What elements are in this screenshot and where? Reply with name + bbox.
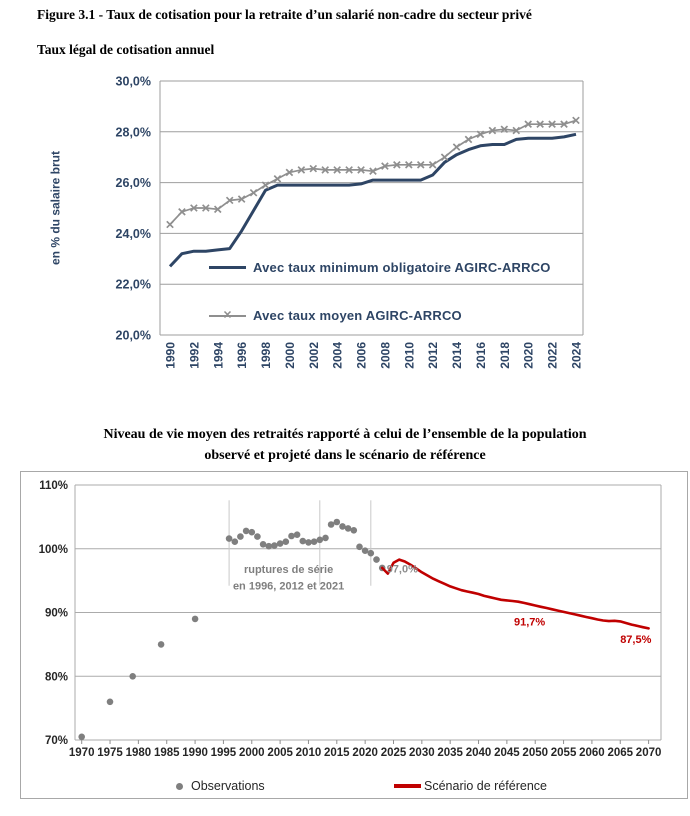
x-marker bbox=[561, 121, 567, 127]
figure1-legend-label-taux-minimum: Avec taux minimum obligatoire AGIRC-ARRCO bbox=[253, 260, 551, 275]
figure2-xtick-label: 2010 bbox=[295, 747, 322, 759]
figure1-legend-item-taux-moyen bbox=[209, 308, 462, 323]
figure1-xtick-label: 2014 bbox=[450, 342, 465, 369]
figure2-xtick-label: 2070 bbox=[635, 747, 662, 759]
x-marker bbox=[322, 167, 328, 173]
x-marker bbox=[298, 167, 304, 173]
figure1-series-line-0 bbox=[170, 134, 576, 266]
figure1-ytick-label: 30,0% bbox=[115, 74, 151, 89]
figure2-xtick-label: 1980 bbox=[125, 747, 152, 759]
figure1-xtick-label: 2004 bbox=[330, 342, 345, 369]
x-marker bbox=[370, 168, 376, 174]
x-marker bbox=[382, 163, 388, 169]
x-marker bbox=[191, 205, 197, 211]
figure1-xtick-label: 2006 bbox=[354, 342, 369, 369]
figure2-annotation-1: en 1996, 2012 et 2021 bbox=[232, 580, 345, 593]
figure2-xtick-label: 2020 bbox=[352, 747, 378, 759]
figure2-legend-label-scenario: Scénario de référence bbox=[424, 779, 547, 793]
x-marker bbox=[215, 206, 221, 212]
figure1-series-line-1 bbox=[170, 120, 576, 224]
figure1-ytick-label: 28,0% bbox=[115, 125, 151, 140]
figure2-xtick-label: 2040 bbox=[465, 747, 492, 759]
x-marker bbox=[406, 162, 412, 168]
figure1-ytick-label: 24,0% bbox=[115, 226, 151, 241]
figure2-legend-item-scenario bbox=[394, 779, 547, 793]
figure1-xtick-label: 1998 bbox=[259, 342, 274, 369]
figure1-ytick-label: 26,0% bbox=[115, 176, 151, 191]
x-marker bbox=[537, 121, 543, 127]
figure2-title-line1: Niveau de vie moyen des retraités rapporté à celui de l’ensemble de la population bbox=[103, 427, 587, 442]
figure2-xtick-label: 2055 bbox=[550, 747, 577, 759]
figure1-xtick-label: 2016 bbox=[473, 342, 488, 369]
figure1-xtick-label: 2000 bbox=[282, 342, 297, 369]
figure1-xtick-label: 2012 bbox=[426, 342, 441, 369]
x-marker bbox=[549, 121, 555, 127]
figure2-ytick-label: 100% bbox=[38, 543, 68, 556]
x-marker bbox=[179, 209, 185, 215]
figure2-legend-label-observations: Observations bbox=[191, 779, 265, 793]
figure1-title: Figure 3.1 - Taux de cotisation pour la retraite d’un salarié non-cadre du secteur privé bbox=[37, 7, 532, 22]
figure1-ytick-label: 22,0% bbox=[115, 277, 151, 292]
figure1-xtick-label: 1996 bbox=[235, 342, 250, 369]
figure2-xtick-label: 2015 bbox=[324, 747, 350, 759]
figure2-xtick-label: 2005 bbox=[267, 747, 293, 759]
figure2-annotation-0: ruptures de série bbox=[243, 564, 334, 576]
figure2-annotation-4: 87,5% bbox=[620, 634, 652, 647]
figure2-title bbox=[0, 424, 690, 466]
figure1-xtick-label: 2024 bbox=[569, 342, 584, 369]
figure1-xtick-label: 2010 bbox=[402, 342, 417, 369]
x-marker bbox=[501, 126, 507, 132]
x-marker bbox=[262, 182, 268, 188]
navy-line-sample bbox=[209, 266, 246, 269]
x-marker bbox=[465, 136, 471, 142]
figure2-xtick-label: 2060 bbox=[579, 747, 605, 759]
x-marker bbox=[250, 190, 256, 196]
figure2-xtick-label: 1970 bbox=[68, 747, 95, 759]
x-marker bbox=[573, 117, 579, 123]
figure2-ytick-label: 80% bbox=[44, 671, 68, 684]
x-marker bbox=[453, 144, 459, 150]
x-marker bbox=[489, 127, 495, 133]
figure2-xtick-label: 2000 bbox=[238, 747, 265, 759]
figure1-legend-item-taux-minimum bbox=[209, 260, 551, 275]
figure2-ytick-label: 90% bbox=[44, 607, 68, 620]
x-marker bbox=[525, 121, 531, 127]
x-marker bbox=[238, 196, 244, 202]
figure1-y-axis-title: en % du salaire brut bbox=[48, 150, 63, 266]
figure1-xtick-label: 1994 bbox=[211, 342, 226, 369]
figure1-legend-label-taux-moyen: Avec taux moyen AGIRC-ARRCO bbox=[253, 308, 462, 323]
figure2-xtick-label: 1990 bbox=[182, 747, 208, 759]
x-marker bbox=[334, 167, 340, 173]
figure1-xtick-label: 1992 bbox=[187, 342, 202, 369]
figure1-xtick-label: 2022 bbox=[545, 342, 560, 369]
x-marker bbox=[167, 221, 173, 227]
red-line-sample bbox=[394, 784, 421, 788]
figure2-xtick-label: 1995 bbox=[210, 747, 237, 759]
figure1-xtick-label: 2020 bbox=[521, 342, 536, 369]
x-marker bbox=[358, 167, 364, 173]
x-marker bbox=[286, 169, 292, 175]
x-marker bbox=[477, 131, 483, 137]
figure1-xtick-label: 2002 bbox=[306, 342, 321, 369]
figure2-annotation-3: 91,7% bbox=[513, 616, 546, 629]
figure2-xtick-label: 2025 bbox=[380, 747, 407, 759]
figure2-ytick-label: 110% bbox=[39, 480, 68, 492]
figure2-annotation-2: 97,0% bbox=[386, 563, 418, 576]
figure2-xtick-label: 2030 bbox=[409, 747, 435, 759]
x-marker bbox=[346, 167, 352, 173]
x-marker bbox=[441, 154, 447, 160]
figure2-xtick-label: 2050 bbox=[522, 747, 549, 759]
figure1-ytick-label: 20,0% bbox=[115, 328, 151, 343]
x-marker bbox=[203, 205, 209, 211]
figure2-xtick-label: 1975 bbox=[97, 747, 123, 759]
x-marker bbox=[274, 176, 280, 182]
figure1-xtick-label: 2008 bbox=[378, 342, 393, 369]
figure2-legend-item-observations bbox=[176, 779, 265, 793]
x-marker bbox=[310, 165, 316, 171]
figure1-xtick-label: 1990 bbox=[163, 342, 178, 369]
x-marker-glyph: ✕ bbox=[222, 309, 233, 321]
x-marker bbox=[394, 162, 400, 168]
figure2-ytick-label: 70% bbox=[44, 735, 68, 747]
figure2-xtick-label: 2035 bbox=[437, 747, 463, 759]
figure2-xtick-label: 2065 bbox=[607, 747, 634, 759]
figure2-xtick-label: 1985 bbox=[153, 747, 180, 759]
x-marker bbox=[513, 127, 519, 133]
figure2-xtick-label: 2045 bbox=[494, 747, 520, 759]
gray-x-marker-line-sample bbox=[209, 309, 246, 321]
x-marker bbox=[429, 162, 435, 168]
figure2-frame bbox=[20, 471, 688, 799]
x-marker bbox=[418, 162, 424, 168]
gray-dot-marker-sample bbox=[176, 783, 183, 790]
figure1-subtitle: Taux légal de cotisation annuel bbox=[37, 42, 215, 57]
figure1-xtick-label: 2018 bbox=[497, 342, 512, 369]
figure2-title-line2: observé et projeté dans le scénario de référence bbox=[204, 448, 486, 463]
x-marker bbox=[227, 197, 233, 203]
